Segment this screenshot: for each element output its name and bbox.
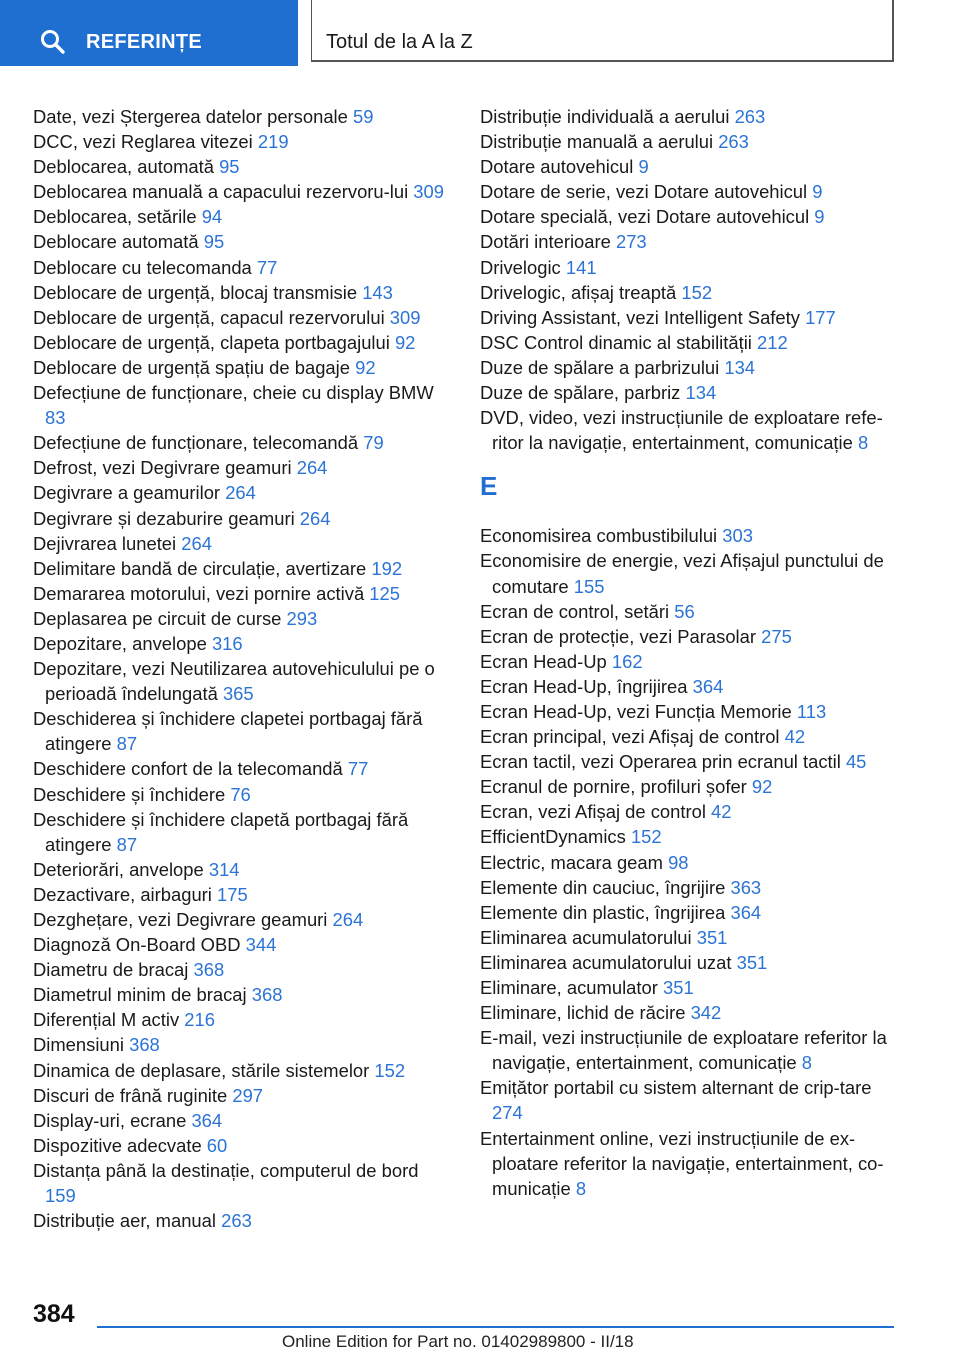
page-link[interactable]: 303: [722, 525, 753, 547]
page-link[interactable]: 368: [129, 1034, 160, 1056]
index-entry: [480, 925, 900, 950]
page-link[interactable]: 192: [371, 557, 403, 579]
index-term: Diametru de bracaj: [33, 959, 189, 981]
index-entry: [33, 656, 453, 706]
index-term: DCC, vezi Reglarea vitezei: [33, 131, 253, 153]
index-entry: [33, 1083, 453, 1108]
index-entry: [33, 305, 453, 330]
index-entry: [480, 405, 900, 455]
index-term: Dotări interioare: [480, 231, 611, 253]
page-link[interactable]: 368: [193, 959, 225, 981]
index-group-e: [480, 523, 900, 1201]
index-entry: [33, 957, 453, 982]
index-term: Deblocare de urgență spațiu de bagaje: [33, 356, 350, 378]
index-term: Elemente din cauciuc, îngrijire: [480, 876, 726, 898]
index-term: Deschidere și închidere: [33, 783, 226, 805]
page-link[interactable]: 293: [286, 607, 318, 629]
index-entry: [33, 581, 453, 606]
page-link[interactable]: 92: [751, 776, 773, 798]
index-term: Dotare de serie, vezi Dotare autovehicul: [480, 181, 808, 203]
index-term: Duze de spălare, parbriz: [480, 382, 681, 404]
index-term: Dejivrarea lunetei: [33, 532, 177, 554]
page-link[interactable]: 8: [575, 1177, 587, 1199]
index-entry: [33, 556, 453, 581]
index-entry: [480, 724, 900, 749]
index-term: Deblocare de urgență, blocaj transmisie: [33, 281, 358, 303]
index-entry: [33, 280, 453, 305]
index-term: Eliminare, lichid de răcire: [480, 1002, 686, 1024]
page-link[interactable]: 42: [784, 726, 806, 748]
index-entry: [33, 1032, 453, 1057]
page-link[interactable]: 141: [565, 256, 597, 278]
index-entry: [480, 1000, 900, 1025]
section-letter: E: [480, 471, 498, 502]
index-entry: [480, 649, 900, 674]
index-entry: [33, 455, 453, 480]
page-link[interactable]: 95: [219, 156, 240, 178]
index-entry: [480, 548, 900, 598]
index-entry: [33, 1007, 453, 1032]
page-link[interactable]: 95: [203, 231, 225, 253]
page-link[interactable]: 134: [724, 356, 756, 378]
index-term: Ecran de protecție, vezi Parasolar: [480, 625, 756, 647]
index-term: Eliminare, acumulator: [480, 977, 658, 998]
index-entry: [33, 154, 453, 179]
index-entry: [480, 774, 900, 799]
index-term: Deblocare automată: [33, 231, 199, 253]
page-link[interactable]: 76: [230, 783, 251, 805]
index-entry: [480, 824, 900, 849]
page-link[interactable]: 42: [711, 801, 732, 823]
index-term: EfficientDynamics: [480, 826, 626, 848]
index-entry: [480, 699, 900, 724]
page-link[interactable]: 87: [116, 833, 138, 855]
page-link[interactable]: 263: [221, 1210, 252, 1232]
index-entry: [480, 749, 900, 774]
index-entry: [480, 523, 900, 548]
index-entry: [33, 1058, 453, 1083]
index-entry: [33, 882, 453, 907]
page-link[interactable]: 83: [45, 407, 66, 429]
index-term: Ecran Head-Up: [480, 650, 607, 672]
index-entry: [480, 599, 900, 624]
index-term: Discuri de frână ruginite: [33, 1084, 228, 1106]
index-entry: [33, 430, 453, 455]
page-link[interactable]: 175: [217, 883, 248, 905]
page-link[interactable]: 264: [299, 507, 331, 529]
index-entry: [33, 807, 453, 857]
page-link[interactable]: 216: [184, 1009, 215, 1031]
index-entry: [480, 380, 900, 405]
index-entry: [33, 531, 453, 556]
index-term: Diferențial M activ: [33, 1009, 180, 1031]
page-link[interactable]: 134: [685, 382, 717, 404]
index-entry: [480, 1075, 900, 1125]
page-link[interactable]: 59: [353, 106, 374, 127]
index-term: Drivelogic, afișaj treaptă: [480, 281, 677, 303]
page-link[interactable]: 125: [369, 582, 400, 604]
index-entry: [33, 330, 453, 355]
index-entry: [33, 706, 453, 756]
page-link[interactable]: 297: [232, 1084, 264, 1106]
index-entry: [33, 1158, 453, 1208]
index-term: Eliminarea acumulatorului: [480, 926, 692, 948]
page-link[interactable]: 309: [413, 181, 444, 203]
index-entry: [480, 104, 900, 129]
index-entry: [33, 129, 453, 154]
page-link[interactable]: 351: [736, 951, 768, 973]
index-entry: [480, 1025, 900, 1075]
index-entry: [480, 255, 900, 280]
index-term: Distanța până la destinație, computerul de bord: [33, 1159, 419, 1181]
page-link[interactable]: 9: [814, 206, 825, 228]
index-term: Duze de spălare a parbrizului: [480, 356, 720, 378]
edition-info: Online Edition for Part no. 01402989800 - II/18: [282, 1332, 634, 1351]
page-link[interactable]: 212: [757, 331, 788, 353]
index-term: Ecran de control, setări: [480, 600, 670, 622]
index-entry: [33, 355, 453, 380]
index-term: Electric, macara geam: [480, 851, 663, 873]
index-entry: [480, 900, 900, 925]
index-term: Defecțiune de funcționare, cheie cu display BMW: [33, 382, 434, 404]
index-entry: [480, 355, 900, 380]
page-link[interactable]: 344: [245, 934, 277, 956]
page-link[interactable]: 98: [668, 851, 689, 873]
page-link[interactable]: 264: [296, 457, 328, 479]
page-link[interactable]: 77: [256, 256, 278, 278]
index-entry: [480, 950, 900, 975]
index-entry: [480, 875, 900, 900]
page-link[interactable]: 159: [45, 1185, 76, 1207]
page-link[interactable]: 45: [845, 751, 867, 773]
index-term: Ecran Head-Up, vezi Funcția Memorie: [480, 700, 792, 722]
index-term: Dotare specială, vezi Dotare autovehicul: [480, 206, 810, 228]
page-link[interactable]: 152: [681, 281, 713, 303]
index-entry: [480, 624, 900, 649]
index-term: DSC Control dinamic al stabilității: [480, 331, 752, 353]
index-entry: [480, 129, 900, 154]
index-entry: [480, 179, 900, 204]
page-link[interactable]: 9: [638, 156, 649, 178]
index-entry: [480, 330, 900, 355]
index-term: Depozitare, anvelope: [33, 632, 207, 654]
index-entry: [33, 782, 453, 807]
index-entry: [33, 255, 453, 280]
index-term: Economisirea combustibilului: [480, 525, 718, 547]
index-term: Dotare autovehicul: [480, 156, 634, 178]
index-entry: [480, 229, 900, 254]
page-link[interactable]: 263: [718, 131, 749, 153]
page-link[interactable]: 92: [394, 331, 416, 353]
page-number: 384: [33, 1300, 75, 1328]
page-link[interactable]: 342: [690, 1002, 722, 1024]
page-link[interactable]: 152: [374, 1059, 406, 1081]
index-entry: [33, 907, 453, 932]
index-term: Dimensiuni: [33, 1034, 124, 1056]
index-entry: [33, 480, 453, 505]
page-link[interactable]: 368: [251, 984, 283, 1006]
page-link[interactable]: 275: [761, 625, 792, 647]
index-term: Drivelogic: [480, 256, 561, 278]
index-entry: [480, 305, 900, 330]
search-icon: [40, 29, 66, 55]
page-link[interactable]: 364: [692, 675, 724, 697]
index-term: Deplasarea pe circuit de curse: [33, 607, 282, 629]
page-link[interactable]: 9: [812, 181, 823, 203]
index-entry: [33, 982, 453, 1007]
page-link[interactable]: 364: [730, 901, 762, 923]
page-link[interactable]: 264: [332, 909, 364, 930]
page-link[interactable]: 79: [363, 432, 384, 454]
page-link[interactable]: 60: [206, 1134, 228, 1156]
index-entry: [480, 1126, 900, 1201]
page-link[interactable]: 263: [734, 106, 766, 127]
page-link[interactable]: 273: [615, 231, 647, 253]
page-link[interactable]: 162: [611, 650, 643, 672]
page-link[interactable]: 219: [257, 131, 289, 153]
page-link[interactable]: 274: [492, 1102, 523, 1124]
page-link[interactable]: 56: [674, 600, 695, 622]
index-term: Emițător portabil cu sistem alternant de crip-tare: [480, 1077, 872, 1099]
page-link[interactable]: 264: [181, 532, 212, 554]
index-term: Deblocare cu telecomanda: [33, 256, 252, 278]
page-link[interactable]: 8: [857, 432, 869, 454]
index-term: Deblocarea, setările: [33, 206, 197, 228]
index-term: Defrost, vezi Degivrare geamuri: [33, 457, 292, 479]
index-term: Ecranul de pornire, profiluri șofer: [480, 776, 747, 798]
page-link[interactable]: 309: [389, 306, 421, 328]
index-term: Dezghețare, vezi Degivrare geamuri: [33, 909, 328, 930]
index-term: Defecțiune de funcționare, telecomandă: [33, 432, 359, 454]
index-entry: [33, 104, 453, 129]
index-entry: [33, 606, 453, 631]
index-term: Deschidere și închidere clapetă portbagaj fără atingere: [33, 808, 409, 855]
index-group-d: [480, 104, 900, 455]
index-term: Depozitare, vezi Neutilizarea autovehiculului pe o perioadă îndelungată: [33, 658, 435, 705]
index-entry: [33, 1133, 453, 1158]
index-term: Deblocare de urgență, capacul rezervorului: [33, 306, 385, 328]
index-term: Deblocarea manuală a capacului rezervoru-lui: [33, 181, 409, 203]
index-term: Delimitare bandă de circulație, avertizare: [33, 557, 367, 579]
page-link[interactable]: 143: [362, 281, 393, 303]
index-entry: [480, 204, 900, 229]
index-entry: [480, 799, 900, 824]
index-term: Distribuție manuală a aerului: [480, 131, 714, 153]
index-term: Deschidere confort de la telecomandă: [33, 758, 343, 780]
index-term: Dinamica de deplasare, stările sistemelor: [33, 1059, 370, 1081]
page-link[interactable]: 316: [211, 632, 243, 654]
index-term: Distribuție individuală a aerului: [480, 106, 730, 127]
index-term: Deschiderea și închidere clapetei portbagaj fără atingere: [33, 708, 423, 755]
index-term: Diagnoză On-Board OBD: [33, 934, 241, 956]
index-term: Diametrul minim de bracaj: [33, 984, 247, 1006]
page-link[interactable]: 365: [222, 683, 254, 705]
index-term: Ecran, vezi Afișaj de control: [480, 801, 706, 823]
index-term: Entertainment online, vezi instrucțiunile de ex-ploatare referitor la navigație, entertainment, co-municație: [480, 1127, 884, 1199]
index-entry: [33, 756, 453, 781]
index-term: Dezactivare, airbaguri: [33, 883, 212, 905]
index-term: DVD, video, vezi instrucțiunile de exploatare refe-ritor la navigație, entertainment, comunicație: [480, 407, 883, 454]
index-entry: [480, 674, 900, 699]
index-entry: [33, 631, 453, 656]
index-term: Degivrare și dezaburire geamuri: [33, 507, 295, 529]
index-entry: [33, 204, 453, 229]
page-link[interactable]: 155: [573, 575, 605, 597]
index-term: Driving Assistant, vezi Intelligent Safety: [480, 306, 800, 328]
index-term: Ecran tactil, vezi Operarea prin ecranul tactil: [480, 751, 841, 773]
index-entry: [33, 1208, 453, 1233]
index-term: Date, vezi Ștergerea datelor personale: [33, 106, 348, 127]
index-term: Ecran principal, vezi Afișaj de control: [480, 726, 780, 748]
index-entry: [480, 280, 900, 305]
page-link[interactable]: 77: [347, 758, 369, 780]
index-term: Degivrare a geamurilor: [33, 482, 221, 504]
index-entry: [480, 975, 900, 1000]
index-entry: [33, 229, 453, 254]
section-title-box: [311, 0, 894, 62]
page-title: Totul de la A la Z: [326, 31, 473, 53]
index-entry: [33, 380, 453, 430]
page-link[interactable]: 152: [630, 826, 662, 848]
page-link[interactable]: 351: [696, 926, 728, 948]
index-entry: [33, 506, 453, 531]
index-entry: [480, 154, 900, 179]
page-link[interactable]: 314: [208, 858, 240, 880]
index-term: Ecran Head-Up, îngrijirea: [480, 675, 688, 697]
index-entry: [33, 179, 453, 204]
index-term: Distribuție aer, manual: [33, 1210, 216, 1232]
index-entry: [33, 857, 453, 882]
index-term: Deblocare de urgență, clapeta portbagajului: [33, 331, 390, 353]
index-term: Elemente din plastic, îngrijirea: [480, 901, 726, 923]
page-link[interactable]: 364: [191, 1109, 223, 1131]
index-term: Economisire de energie, vezi Afișajul punctului de comutare: [480, 550, 884, 597]
index-term: Display-uri, ecrane: [33, 1109, 187, 1131]
header: [0, 0, 960, 66]
page-link[interactable]: 94: [201, 206, 223, 228]
page-link[interactable]: 264: [225, 482, 256, 504]
page-link[interactable]: 92: [355, 356, 376, 378]
index-entry: [480, 850, 900, 875]
index-entry: [33, 1108, 453, 1133]
page-link[interactable]: 363: [730, 876, 762, 898]
index-term: Deblocarea, automată: [33, 156, 214, 178]
page-link[interactable]: 8: [801, 1052, 812, 1074]
index-term: Dispozitive adecvate: [33, 1134, 202, 1156]
references-label: REFERINȚE: [86, 31, 203, 53]
page-link[interactable]: 351: [662, 977, 694, 998]
index-column-left: [33, 104, 453, 1233]
index-column-right: [480, 104, 900, 1201]
index-entry: [33, 932, 453, 957]
page-link[interactable]: 113: [796, 700, 827, 722]
index-term: Eliminarea acumulatorului uzat: [480, 951, 732, 973]
index-term: Demararea motorului, vezi pornire activă: [33, 582, 365, 604]
page-link[interactable]: 87: [116, 733, 138, 755]
page-link[interactable]: 177: [805, 306, 836, 328]
references-tab[interactable]: [0, 0, 298, 66]
index-term: Deteriorări, anvelope: [33, 858, 204, 880]
index-term: E-mail, vezi instrucțiunile de exploatare referitor la navigație, entertainment, comunicație: [480, 1027, 887, 1074]
footer-divider: [97, 1326, 894, 1328]
